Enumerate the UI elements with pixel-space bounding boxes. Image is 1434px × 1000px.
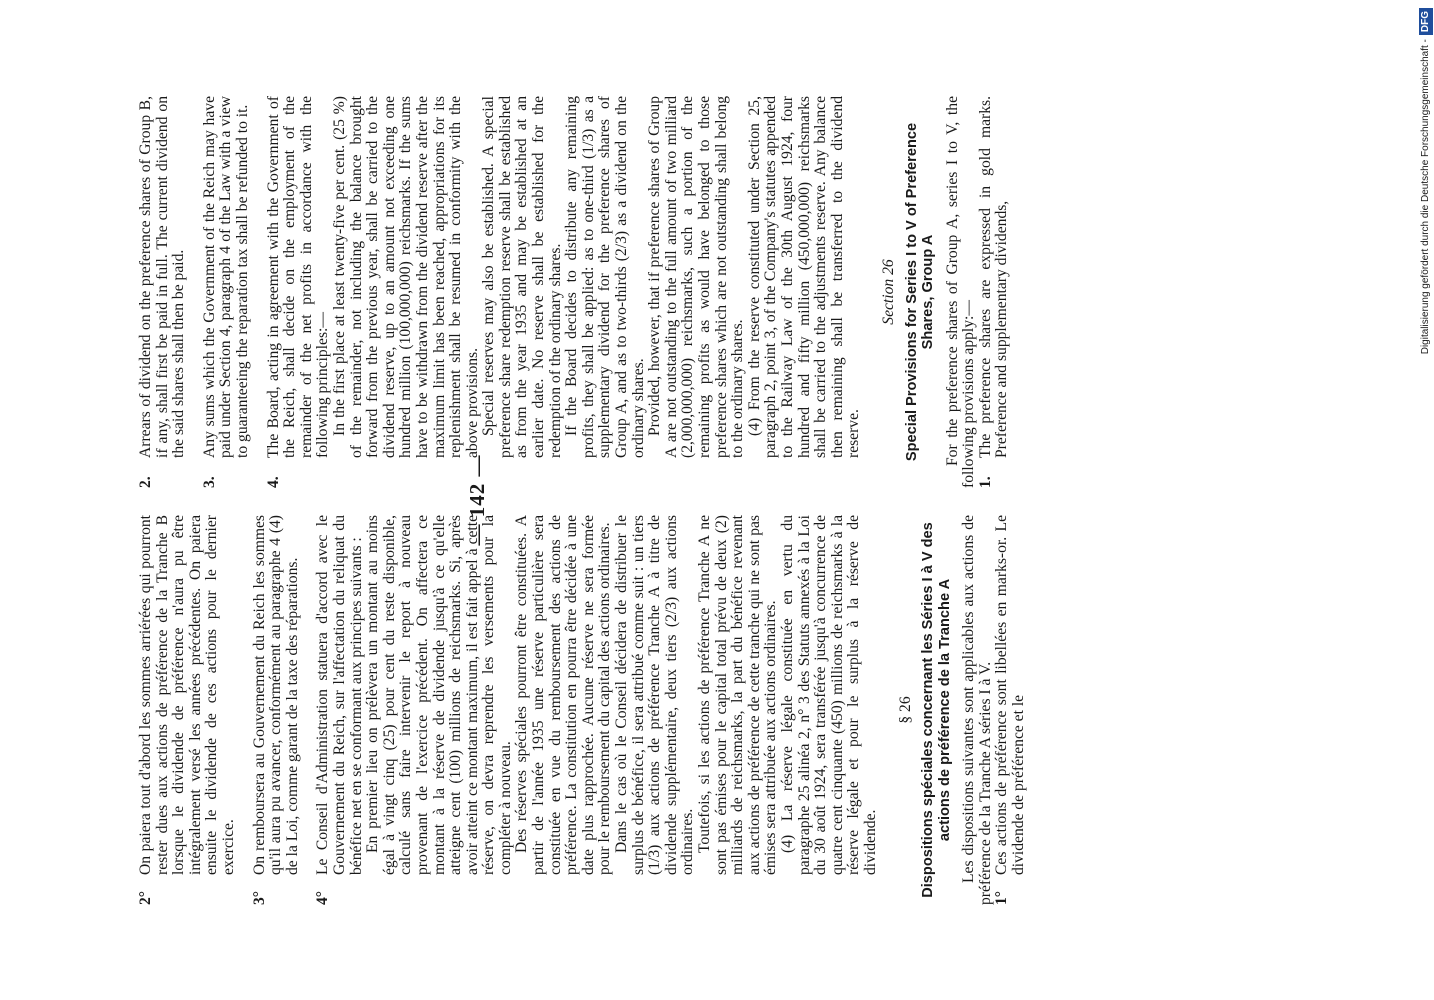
section-number: Section 26 bbox=[879, 259, 897, 325]
credit-text: Digitalisierung gefördert durch die Deutsche Forschungsgemeinschaft - bbox=[1420, 39, 1431, 355]
list-item bbox=[994, 515, 1027, 905]
item-text: Any sums which the Government of the Reich may have paid under Section 4, paragraph 4 of the Law with a view to guaranteeing the reparation tax shall be refunded to it. bbox=[200, 96, 251, 458]
digitization-credit bbox=[1418, 0, 1434, 1000]
item-number: 3° bbox=[250, 890, 268, 905]
paragraph: If the Board decides to distribute any remaining profits, they shall be applied: as to one-third (1/3) as a supplementary dividend for the preference shares of Group A, and as to two-thirds (2/3) as a dividend on the ordinary shares. bbox=[563, 96, 647, 458]
french-column bbox=[137, 515, 1027, 905]
dfg-logo: DFG bbox=[1419, 8, 1433, 35]
item-text: On paiera tout d'abord les sommes arriérées qui pourront rester dues aux actions de préférence de la Tranche B lorsque le dividende de préférence n'aura pu être intégralement versé les années précédentes. On paiera ensuite le dividende de ces actions pour le dernier exercice. bbox=[137, 515, 237, 875]
list-item bbox=[266, 96, 863, 488]
paragraph: Dans le cas où le Conseil décidera de distribuer le surplus de bénéfice, il sera attribué comme suit : un tiers (1/3) aux actions de préférence Tranche A à titre de dividende supplémentaire, deux tiers (2/3) aux actions ordinaires. bbox=[613, 515, 697, 875]
paragraph: Les dispositions suivantes sont applicables aux actions de préférence de la Tranche A séries I à V. bbox=[960, 515, 994, 905]
list-item bbox=[978, 96, 1011, 488]
list-item bbox=[138, 515, 238, 905]
item-number: 1° bbox=[993, 890, 1011, 905]
list-item bbox=[315, 515, 879, 905]
english-column bbox=[137, 96, 1011, 488]
list-item bbox=[252, 515, 302, 905]
item-text: The Board, acting in agreement with the Government of the Reich, shall decide on the employment of the remainder of the net profits in accordance with the following principles:— bbox=[264, 96, 332, 458]
list-item bbox=[138, 96, 188, 488]
paragraph: Toutefois, si les actions de préférence Tranche A ne sont pas émises pour le capital total prévu de deux (2) milliards de reichsmarks, la part du bénéfice revenant aux actions de préférence de cette tranche qui ne sont pas émises sera attribuée aux actions ordinaires. bbox=[696, 515, 780, 875]
section-number: § 26 bbox=[896, 696, 914, 724]
section-heading: Special Provisions for Series I to V of Preference Shares, Group A bbox=[903, 122, 937, 462]
item-text: Le Conseil d'Administration statuera d'accord avec le Gouvernement du Reich, sur l'affectation du reliquat du bénéfice net en se conformant aux principes suivants : bbox=[314, 515, 365, 875]
paragraph: (4) From the reserve constituted under Section 25, paragraph 2, point 3, of the Company's statutes appended to the Railway Law of the 30th August 1924, four hundred and fifty million (450,000,000) reichsmarks shall be carried to the adjustments reserve. Any balance then remaining shall be transferred to the dividend reserve. bbox=[745, 96, 863, 458]
section-heading: Dispositions spéciales concernant les Séries I à V des actions de préférence de la Tranche A bbox=[920, 522, 953, 898]
item-number: 3. bbox=[200, 476, 218, 488]
item-text: On remboursera au Gouvernement du Reich les sommes qu'il aura pu avancer, conformément au paragraphe 4 (4) de la Loi, comme garant de la taxe des réparations. bbox=[250, 515, 301, 875]
paragraph: En premier lieu on prélèvera un montant au moins égal à vingt cinq (25) pour cent du reste disponible, calculé sans faire intervenir le report à nouveau provenant de l'exercice précédent. On affectera ce montant à la réserve de dividende jusqu'à ce qu'elle atteigne cent (100) millions de reichsmarks. Si, après avoir atteint ce montant maximum, il est fait appel à cette réserve, on devra reprendre les versements pour la compléter à nouveau. bbox=[364, 515, 514, 875]
list-item bbox=[202, 96, 252, 488]
item-number: 4° bbox=[314, 890, 332, 905]
paragraph: Provided, however, that if preference shares of Group A are not outstanding to the full amount of two milliard (2,000,000,000) reichsmarks, such a portion of the remaining profits as would have belonged to those preference shares which are not outstanding shall belong to the ordinary shares. bbox=[646, 96, 747, 458]
paragraph: In the first place at least twenty-five per cent. (25 %) of the remainder, not including the balance brought forward from the previous year, shall be carried to the dividend reserve, up to an amount not exceeding one hundred million (100,000,000) reichsmarks. If the sums have to be withdrawn from the dividend reserve after the maximum limit has been reached, appropriations for its replenishment shall be resumed in conformity with the above provisions. bbox=[330, 96, 481, 458]
item-text: Arrears of dividend on the preference shares of Group B, if any, shall first be paid in full. The current dividend on the said shares shall then be paid. bbox=[137, 96, 188, 458]
paragraph: Special reserves may also be established. A special preference share redemption reserve shall be established as from the year 1935 and may be established at an earlier date. No reserve shall be established for the redemption of the ordinary shares. bbox=[480, 96, 564, 458]
paragraph: For the preference shares of Group A, series I to V, the following provisions apply:— bbox=[943, 96, 978, 488]
item-number: 1. bbox=[976, 476, 994, 488]
paragraph: (4) La réserve légale constituée en vertu du paragraphe 25 alinéa 2, n° 3 des Statuts annexés à la Loi du 30 août 1924, sera transférée jusqu'à concurrence de quatre cent cinquante (450) millions de reichsmarks à la réserve légale et pour le surplus à la réserve de dividende. bbox=[778, 515, 879, 875]
page-number: — 142 — bbox=[465, 454, 489, 546]
item-text: Ces actions de préférence sont libellées en marks-or. Le dividende de préférence et le bbox=[993, 515, 1027, 875]
item-number: 2. bbox=[137, 476, 154, 488]
paragraph: Des réserves spéciales pourront être constituées. A partir de l'année 1935 une réserve particulière sera constituée en vue du remboursement des actions de préférence. La constitution en pourra être décidée à une date plus rapprochée. Aucune réserve ne sera formée pour le remboursement du capital des actions ordinaires. bbox=[513, 515, 614, 875]
item-number: 4. bbox=[264, 476, 282, 488]
item-text: The preference shares are expressed in gold marks. Preference and supplementary dividends, bbox=[976, 96, 1011, 458]
item-number: 2° bbox=[137, 890, 154, 905]
